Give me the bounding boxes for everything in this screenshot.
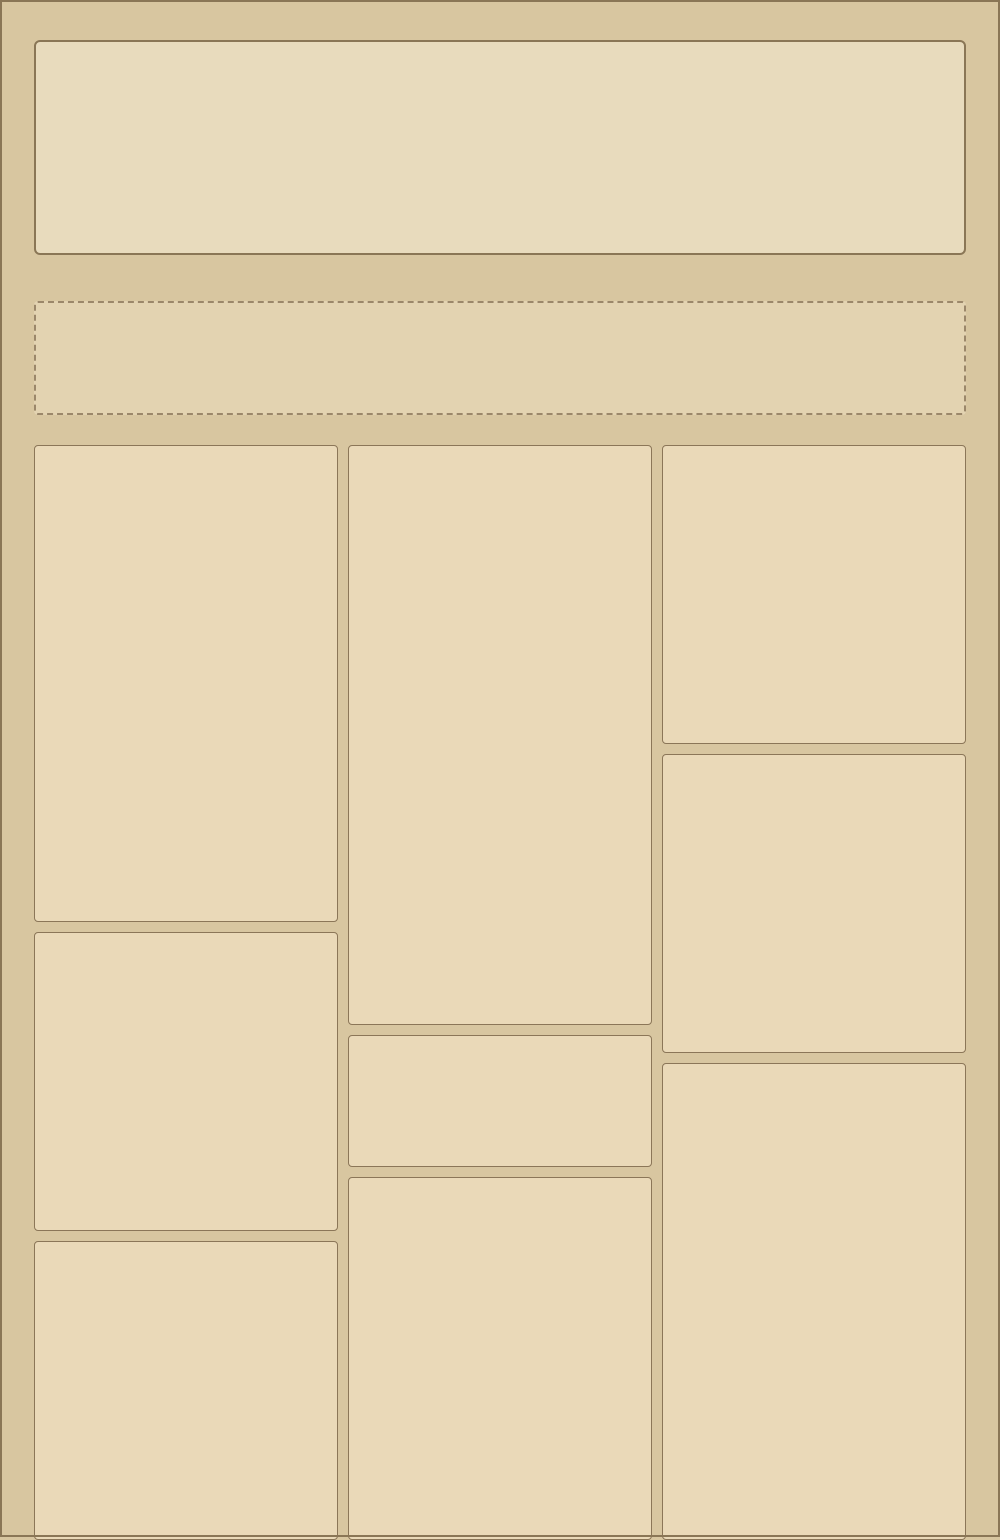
column-1-block-top — [34, 445, 338, 922]
headline-placeholder — [34, 301, 966, 415]
masthead-placeholder — [34, 40, 966, 255]
column-1 — [34, 445, 338, 1540]
column-2-block-mid — [348, 1035, 652, 1167]
column-1-block-mid — [34, 932, 338, 1231]
column-2-block-top — [348, 445, 652, 1025]
column-2 — [348, 445, 652, 1540]
content-columns — [34, 445, 966, 1540]
column-2-block-bottom — [348, 1177, 652, 1540]
column-3-block-bottom — [662, 1063, 966, 1540]
column-3-block-top — [662, 445, 966, 744]
column-3 — [662, 445, 966, 1540]
column-3-block-mid — [662, 754, 966, 1053]
column-1-block-bottom — [34, 1241, 338, 1540]
